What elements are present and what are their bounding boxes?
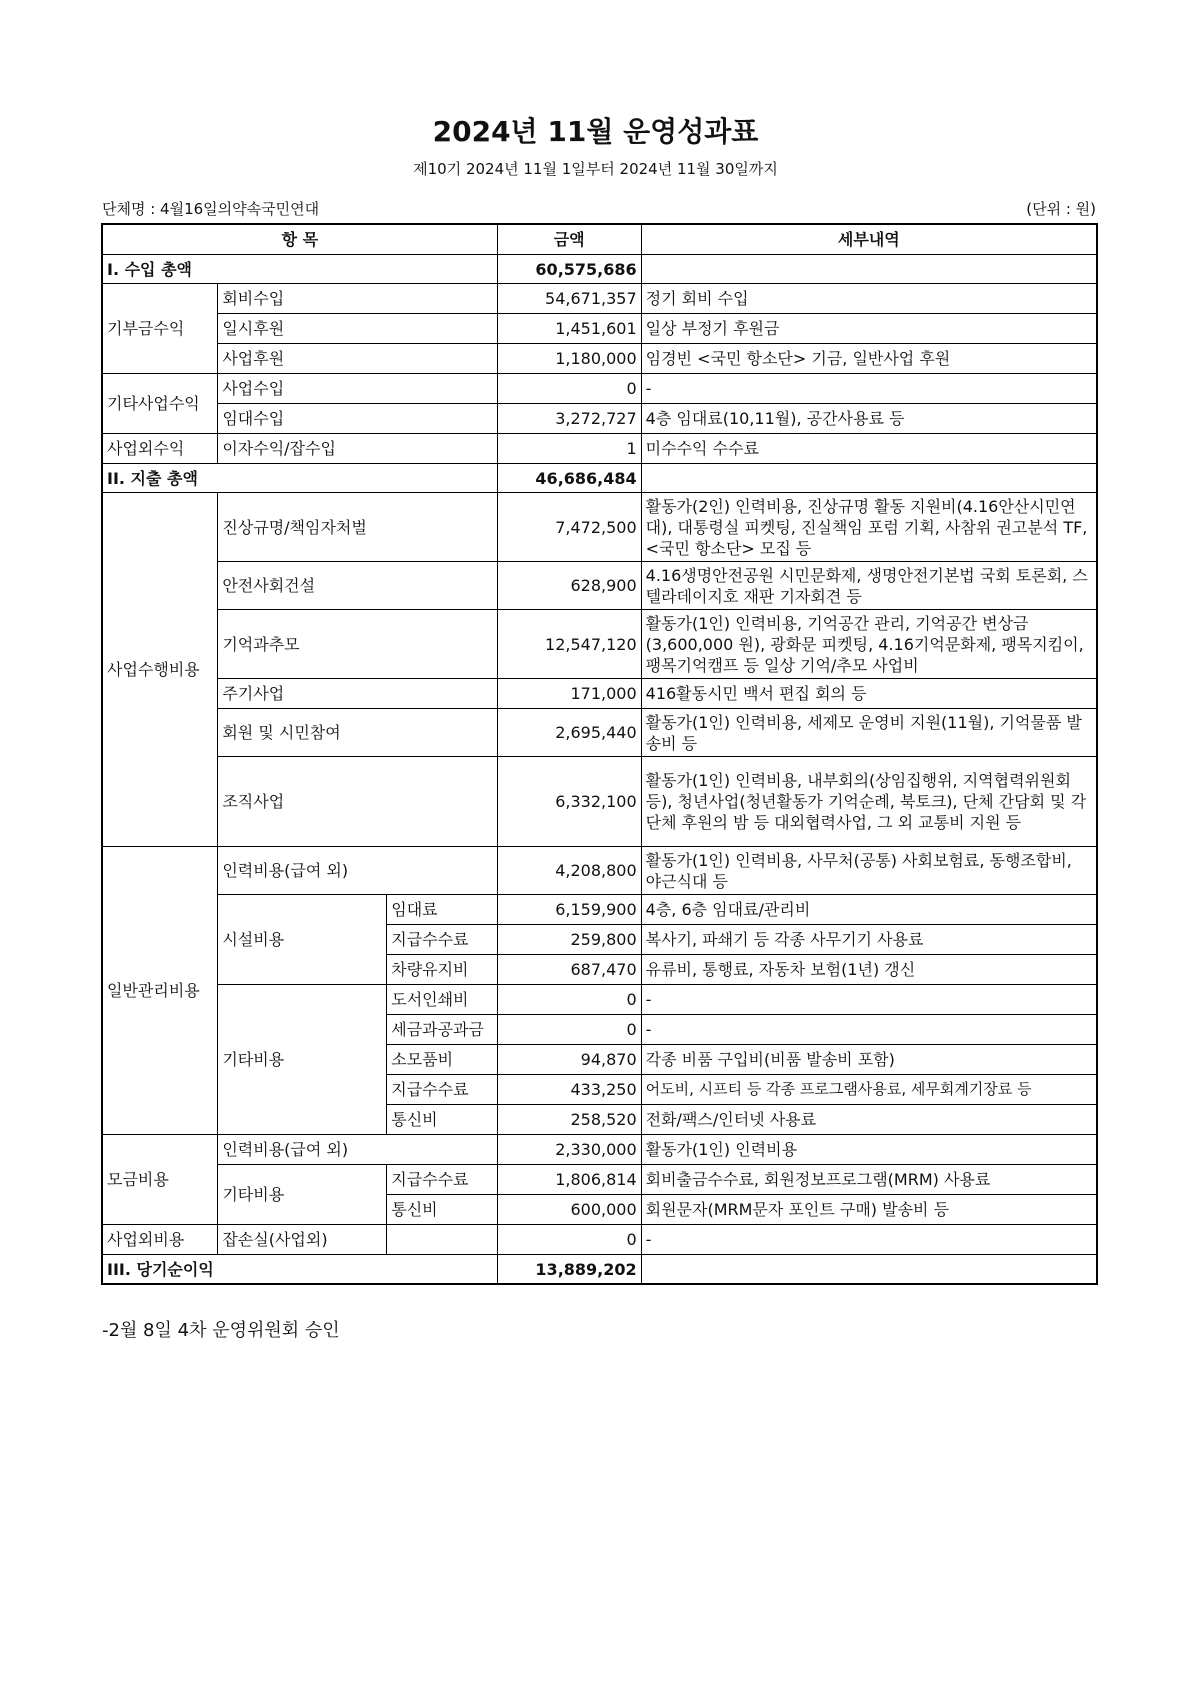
row-detail: 전화/팩스/인터넷 사용료 xyxy=(641,1105,1097,1135)
row-amount: 12,547,120 xyxy=(497,610,641,679)
row-label: 통신비 xyxy=(387,1195,497,1225)
row-detail: 회원문자(MRM문자 포인트 구매) 발송비 등 xyxy=(641,1195,1097,1225)
row-label: 조직사업 xyxy=(218,757,497,847)
income-total-label: I. 수입 총액 xyxy=(102,255,497,284)
row-label: 차량유지비 xyxy=(387,955,497,985)
table-row xyxy=(102,404,1097,434)
row-detail: - xyxy=(641,1225,1097,1255)
expense-total-amount: 46,686,484 xyxy=(497,464,641,493)
row-amount: 2,695,440 xyxy=(497,709,641,757)
row-detail: 임경빈 <국민 항소단> 기금, 일반사업 후원 xyxy=(641,344,1097,374)
row-amount: 0 xyxy=(497,985,641,1015)
approval-note: -2월 8일 4차 운영위원회 승인 xyxy=(102,1320,340,1341)
group-fundraising: 모금비용 xyxy=(102,1135,218,1225)
row-label: 사업후원 xyxy=(218,344,497,374)
income-total-row xyxy=(102,255,1097,284)
row-amount: 94,870 xyxy=(497,1045,641,1075)
net-income-row xyxy=(102,1255,1097,1285)
row-amount: 2,330,000 xyxy=(497,1135,641,1165)
table-row xyxy=(102,1135,1097,1165)
row-amount: 1 xyxy=(497,434,641,464)
row-label: 안전사회건설 xyxy=(218,562,497,610)
row-amount: 1,451,601 xyxy=(497,314,641,344)
subgroup-facility: 시설비용 xyxy=(218,895,387,985)
row-amount: 258,520 xyxy=(497,1105,641,1135)
row-label: 잡손실(사업외) xyxy=(218,1225,387,1255)
header-item: 항 목 xyxy=(102,224,497,255)
row-label: 이자수익/잡수입 xyxy=(218,434,497,464)
row-amount: 628,900 xyxy=(497,562,641,610)
report-title: 2024년 11월 운영성과표 xyxy=(432,115,759,148)
table-row xyxy=(102,985,1097,1015)
row-label: 지급수수료 xyxy=(387,925,497,955)
header-amount: 금액 xyxy=(497,224,641,255)
row-label: 인력비용(급여 외) xyxy=(218,847,497,895)
row-amount: 600,000 xyxy=(497,1195,641,1225)
row-label: 임대료 xyxy=(387,895,497,925)
table-row xyxy=(102,610,1097,679)
row-label: 지급수수료 xyxy=(387,1165,497,1195)
operating-results-table xyxy=(101,223,1098,1285)
report-meta xyxy=(102,198,1096,219)
row-detail: 4층 임대료(10,11월), 공간사용료 등 xyxy=(641,404,1097,434)
group-admin-costs: 일반관리비용 xyxy=(102,847,218,1135)
row-label: 임대수입 xyxy=(218,404,497,434)
table-row xyxy=(102,709,1097,757)
row-amount: 4,208,800 xyxy=(497,847,641,895)
group-non-business-cost: 사업외비용 xyxy=(102,1225,218,1255)
table-row xyxy=(102,679,1097,709)
row-label: 주기사업 xyxy=(218,679,497,709)
row-label: 진상규명/책임자처벌 xyxy=(218,493,497,562)
table-header-row xyxy=(102,224,1097,255)
row-amount: 54,671,357 xyxy=(497,284,641,314)
row-detail: - xyxy=(641,374,1097,404)
table-row xyxy=(102,1225,1097,1255)
net-income-label: III. 당기순이익 xyxy=(102,1255,497,1285)
row-detail: 4층, 6층 임대료/관리비 xyxy=(641,895,1097,925)
row-detail: 복사기, 파쇄기 등 각종 사무기기 사용료 xyxy=(641,925,1097,955)
row-amount: 1,806,814 xyxy=(497,1165,641,1195)
row-detail: 어도비, 시프티 등 각종 프로그램사용료, 세무회계기장료 등 xyxy=(641,1075,1097,1105)
table-row xyxy=(102,562,1097,610)
table-row xyxy=(102,493,1097,562)
row-detail: - xyxy=(641,1015,1097,1045)
subgroup-fundraising-other: 기타비용 xyxy=(218,1165,387,1225)
row-label: 회원 및 시민참여 xyxy=(218,709,497,757)
row-detail: 활동가(1인) 인력비용, 내부회의(상임집행위, 지역협력위원회 등), 청년사업(청년활동가 기억순례, 북토크), 단체 간담회 및 각 단체 후원의 밤 등 대외협력사업, 그 외 교통비 지원 등 xyxy=(641,757,1097,847)
row-detail: 활동가(2인) 인력비용, 진상규명 활동 지원비(4.16안산시민연대), 대통령실 피켓팅, 진실책임 포럼 기획, 사참위 권고분석 TF, <국민 항소단> 모집 등 xyxy=(641,493,1097,562)
table-row xyxy=(102,434,1097,464)
table-row xyxy=(102,757,1097,847)
row-detail: 일상 부정기 후원금 xyxy=(641,314,1097,344)
row-detail: 각종 비품 구입비(비품 발송비 포함) xyxy=(641,1045,1097,1075)
report-period: 제10기 2024년 11월 1일부터 2024년 11월 30일까지 xyxy=(413,160,778,178)
table-row xyxy=(102,344,1097,374)
row-detail: 회비출금수수료, 회원정보프로그램(MRM) 사용료 xyxy=(641,1165,1097,1195)
row-amount: 171,000 xyxy=(497,679,641,709)
row-amount: 433,250 xyxy=(497,1075,641,1105)
group-non-business-income: 사업외수익 xyxy=(102,434,218,464)
row-label: 인력비용(급여 외) xyxy=(218,1135,497,1165)
row-detail: 유류비, 통행료, 자동차 보험(1년) 갱신 xyxy=(641,955,1097,985)
row-label: 사업수입 xyxy=(218,374,497,404)
organization-name: 단체명 : 4월16일의약속국민연대 xyxy=(102,200,320,218)
row-detail: 416활동시민 백서 편집 회의 등 xyxy=(641,679,1097,709)
row-detail: 활동가(1인) 인력비용, 기억공간 관리, 기억공간 변상금(3,600,000 원), 광화문 피켓팅, 4.16기억문화제, 팽목지킴이, 팽목기억캠프 등 일상 기억/추모 사업비 xyxy=(641,610,1097,679)
row-amount: 6,159,900 xyxy=(497,895,641,925)
table-row xyxy=(102,895,1097,925)
row-detail: 정기 회비 수입 xyxy=(641,284,1097,314)
row-amount: 687,470 xyxy=(497,955,641,985)
row-amount: 3,272,727 xyxy=(497,404,641,434)
row-amount: 0 xyxy=(497,1225,641,1255)
group-donation: 기부금수익 xyxy=(102,284,218,374)
income-total-amount: 60,575,686 xyxy=(497,255,641,284)
table-row xyxy=(102,1165,1097,1195)
row-amount: 1,180,000 xyxy=(497,344,641,374)
row-detail: 활동가(1인) 인력비용, 사무처(공통) 사회보험료, 동행조합비, 야근식대 등 xyxy=(641,847,1097,895)
unit-label: (단위 : 원) xyxy=(1026,200,1096,218)
expense-total-label: II. 지출 총액 xyxy=(102,464,497,493)
expense-total-row xyxy=(102,464,1097,493)
row-detail: 활동가(1인) 인력비용, 세제모 운영비 지원(11월), 기억물품 발송비 등 xyxy=(641,709,1097,757)
row-label: 소모품비 xyxy=(387,1045,497,1075)
row-amount: 0 xyxy=(497,1015,641,1045)
group-project-costs: 사업수행비용 xyxy=(102,493,218,847)
table-row xyxy=(102,374,1097,404)
row-label: 기억과추모 xyxy=(218,610,497,679)
row-label: 도서인쇄비 xyxy=(387,985,497,1015)
table-row xyxy=(102,847,1097,895)
row-amount: 259,800 xyxy=(497,925,641,955)
row-label: 세금과공과금 xyxy=(387,1015,497,1045)
row-detail: 활동가(1인) 인력비용 xyxy=(641,1135,1097,1165)
group-other-income: 기타사업수익 xyxy=(102,374,218,434)
row-label: 회비수입 xyxy=(218,284,497,314)
row-detail: 4.16생명안전공원 시민문화제, 생명안전기본법 국회 토론회, 스텔라데이지호 재판 기자회견 등 xyxy=(641,562,1097,610)
row-label: 통신비 xyxy=(387,1105,497,1135)
row-label: 지급수수료 xyxy=(387,1075,497,1105)
row-detail: 미수수익 수수료 xyxy=(641,434,1097,464)
row-label: 일시후원 xyxy=(218,314,497,344)
net-income-amount: 13,889,202 xyxy=(497,1255,641,1285)
row-amount: 7,472,500 xyxy=(497,493,641,562)
row-amount: 6,332,100 xyxy=(497,757,641,847)
table-row xyxy=(102,284,1097,314)
row-amount: 0 xyxy=(497,374,641,404)
subgroup-other-admin: 기타비용 xyxy=(218,985,387,1135)
row-detail: - xyxy=(641,985,1097,1015)
header-detail: 세부내역 xyxy=(641,224,1097,255)
table-row xyxy=(102,314,1097,344)
